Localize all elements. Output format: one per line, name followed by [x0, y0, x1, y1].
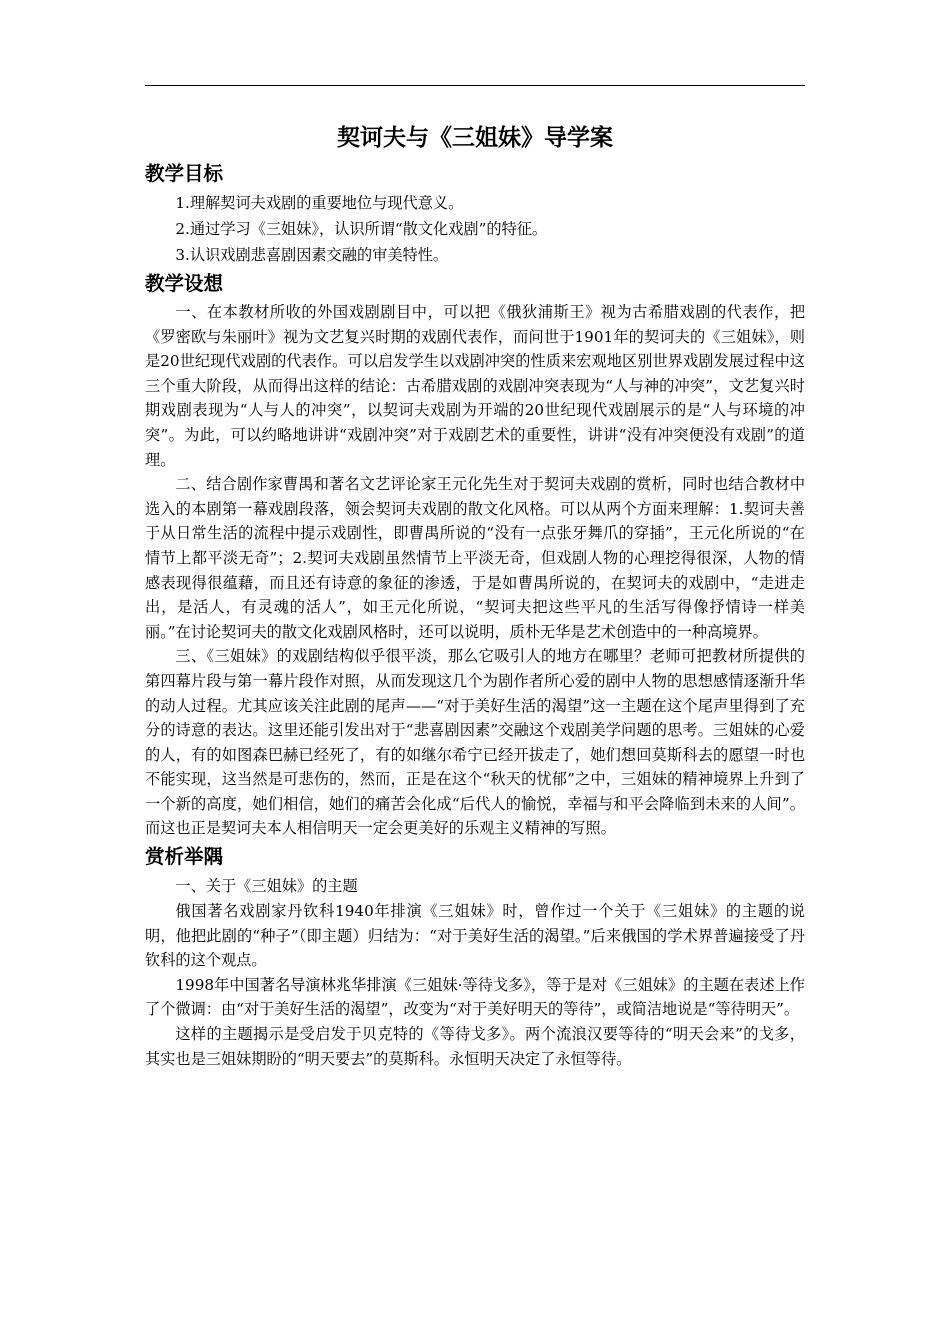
section-heading-teaching-plan: 教学设想 [145, 272, 224, 295]
paragraph: 1998年中国著名导演林兆华排演《三姐妹·等待戈多》，等于是对《三姐妹》的主题在表述上作了个微调：由“对于美好生活的渴望”，改变为“对于美好明天的等待”，或简洁地说是“等待明天”。 [145, 975, 805, 1019]
objective-item: 3.认识戏剧悲喜剧因素交融的审美特性。 [175, 246, 449, 264]
paragraph: 三、《三姐妹》的戏剧结构似乎很平淡，那么它吸引人的地方在哪里？老师可把教材所提供的第四幕片段与第一幕片段作对照，从而发现这几个为剧作者所心爱的剧中人物的思想感情逐渐升华的动人过程。尤其应该关注此剧的尾声——“对于美好生活的渴望”这一主题在这个尾声里得到了充分的诗意的表达。这里还能引发出对于“悲喜剧因素”交融这个戏剧美学问题的思考。三姐妹的心爱的人，有的如图森巴赫已经死了，有的如继尔希宁已经开拔走了，她们想回莫斯科去的愿望一时也不能实现，这当然是可悲伤的，然而，正是在这个“秋天的忧郁”之中，三姐妹的精神境界上升到了一个新的高度，她们相信，她们的痛苦会化成“后代人的愉悦，幸福与和平会降临到未来的人间”。而这也正是契诃夫本人相信明天一定会更美好的乐观主义精神的写照。 [145, 647, 805, 838]
section-heading-appreciation: 赏析举隅 [145, 845, 224, 869]
paragraph: 俄国著名戏剧家丹钦科1940年排演《三姐妹》时，曾作过一个关于《三姐妹》的主题的说明，他把此剧的“种子”（即主题）归结为：“对于美好生活的渴望。”后来俄国的学术界普遍接受了丹钦科的这个观点。 [145, 902, 805, 970]
objective-item: 1.理解契诃夫戏剧的重要地位与现代意义。 [175, 194, 464, 212]
document-body [145, 122, 805, 1071]
paragraph: 二、结合剧作家曹禺和著名文艺评论家王元化先生对于契诃夫戏剧的赏析，同时也结合教材中选入的本剧第一幕戏剧段落，领会契诃夫戏剧的散文化风格。可以从两个方面来理解：1.契诃夫善于从日常生活的流程中提示戏剧性，即曹禺所说的“没有一点张牙舞爪的穿插”，王元化所说的“在情节上都平淡无奇”；2.契诃夫戏剧虽然情节上平淡无奇，但戏剧人物的心理挖得很深，人物的情感表现得很蕴藉，而且还有诗意的象征的渗透，于是如曹禺所说的，在契诃夫的戏剧中，“走进走出，是活人，有灵魂的活人”，如王元化所说，“契诃夫把这些平凡的生活写得像抒情诗一样美丽。”在讨论契诃夫的散文化戏剧风格时，还可以说明，质朴无华是艺术创造中的一种高境界。 [145, 475, 805, 641]
subheading-theme: 一、关于《三姐妹》的主题 [175, 877, 358, 896]
document-title: 契诃夫与《三姐妹》导学案 [337, 125, 613, 151]
section-heading-objectives: 教学目标 [145, 162, 224, 185]
paragraph: 一、在本教材所收的外国戏剧剧目中，可以把《俄狄浦斯王》视为古希腊戏剧的代表作，把《罗密欧与朱丽叶》视为文艺复兴时期的戏剧代表作，而问世于1901年的契诃夫的《三姐妹》，则是20世纪现代戏剧的代表作。可以启发学生以戏剧冲突的性质来宏观地区别世界戏剧发展过程中这三个重大阶段，从而得出这样的结论：古希腊戏剧的戏剧冲突表现为“人与神的冲突”，文艺复兴时期戏剧表现为“人与人的冲突”，以契诃夫戏剧为开端的20世纪现代戏剧展示的是“人与环境的冲突”。为此，可以约略地讲讲“戏剧冲突”对于戏剧艺术的重要性，讲讲“没有冲突便没有戏剧”的道理。 [145, 303, 805, 469]
header-rule [145, 85, 805, 86]
paragraph: 这样的主题揭示是受启发于贝克特的《等待戈多》。两个流浪汉要等待的“明天会来”的戈多，其实也是三姐妹期盼的“明天要去”的莫斯科。永恒明天决定了永恒等待。 [145, 1025, 805, 1068]
objective-item: 2.通过学习《三姐妹》，认识所谓“散文化戏剧”的特征。 [175, 220, 548, 238]
